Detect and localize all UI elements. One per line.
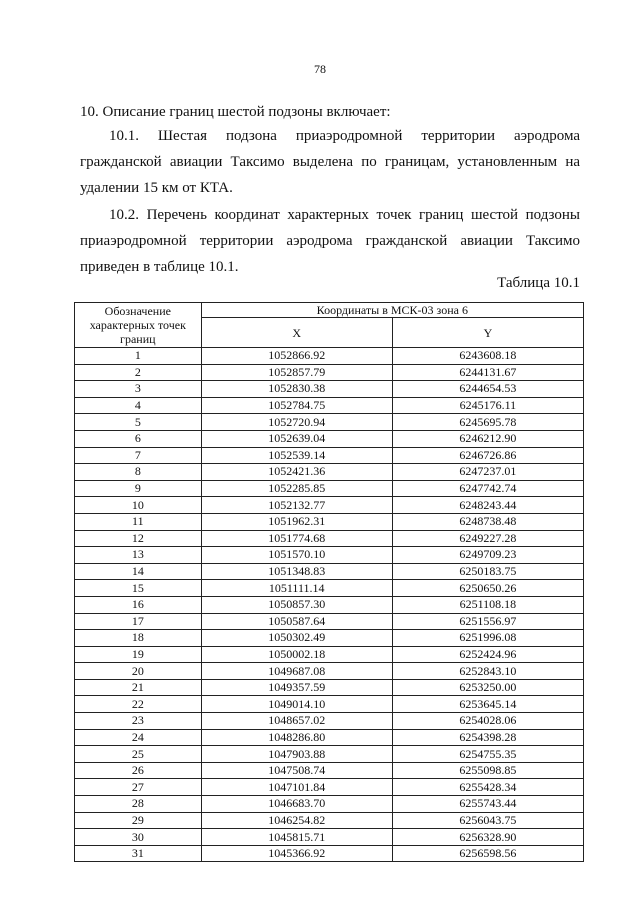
cell-y: 6245695.78 <box>392 414 583 431</box>
cell-point-number: 3 <box>75 381 202 398</box>
cell-y: 6255743.44 <box>392 796 583 813</box>
cell-point-number: 21 <box>75 679 202 696</box>
cell-x: 1048286.80 <box>201 729 392 746</box>
cell-point-number: 17 <box>75 613 202 630</box>
cell-x: 1049687.08 <box>201 663 392 680</box>
cell-y: 6255428.34 <box>392 779 583 796</box>
table-row <box>75 513 584 530</box>
table-row <box>75 829 584 846</box>
cell-x: 1050302.49 <box>201 630 392 647</box>
table-row <box>75 397 584 414</box>
table-row <box>75 613 584 630</box>
cell-y: 6244654.53 <box>392 381 583 398</box>
cell-point-number: 18 <box>75 630 202 647</box>
cell-y: 6246212.90 <box>392 430 583 447</box>
table-row <box>75 596 584 613</box>
cell-point-number: 8 <box>75 464 202 481</box>
header-y: Y <box>392 318 583 348</box>
cell-x: 1051774.68 <box>201 530 392 547</box>
cell-point-number: 13 <box>75 547 202 564</box>
cell-point-number: 24 <box>75 729 202 746</box>
cell-y: 6255098.85 <box>392 762 583 779</box>
cell-point-number: 23 <box>75 713 202 730</box>
cell-y: 6251556.97 <box>392 613 583 630</box>
table-row <box>75 762 584 779</box>
cell-x: 1046683.70 <box>201 796 392 813</box>
table-row <box>75 414 584 431</box>
cell-point-number: 26 <box>75 762 202 779</box>
table-body <box>75 348 584 862</box>
table-row <box>75 580 584 597</box>
header-designation: Обозначение характерных точек границ <box>75 303 202 348</box>
cell-point-number: 20 <box>75 663 202 680</box>
table-row <box>75 729 584 746</box>
cell-x: 1045815.71 <box>201 829 392 846</box>
cell-x: 1045366.92 <box>201 845 392 862</box>
page-number: 78 <box>314 62 326 76</box>
cell-x: 1052421.36 <box>201 464 392 481</box>
cell-point-number: 12 <box>75 530 202 547</box>
cell-point-number: 25 <box>75 746 202 763</box>
cell-point-number: 2 <box>75 364 202 381</box>
cell-x: 1051570.10 <box>201 547 392 564</box>
cell-point-number: 28 <box>75 796 202 813</box>
cell-y: 6256043.75 <box>392 812 583 829</box>
cell-x: 1051348.83 <box>201 563 392 580</box>
table-row <box>75 447 584 464</box>
cell-x: 1052132.77 <box>201 497 392 514</box>
cell-point-number: 1 <box>75 348 202 365</box>
cell-y: 6254755.35 <box>392 746 583 763</box>
cell-point-number: 14 <box>75 563 202 580</box>
cell-point-number: 11 <box>75 513 202 530</box>
cell-y: 6248738.48 <box>392 513 583 530</box>
table-row <box>75 480 584 497</box>
cell-x: 1052639.04 <box>201 430 392 447</box>
cell-y: 6256328.90 <box>392 829 583 846</box>
cell-x: 1049014.10 <box>201 696 392 713</box>
cell-x: 1051962.31 <box>201 513 392 530</box>
table-row <box>75 796 584 813</box>
table-row <box>75 530 584 547</box>
cell-y: 6250650.26 <box>392 580 583 597</box>
table-row <box>75 497 584 514</box>
cell-x: 1052857.79 <box>201 364 392 381</box>
table-row <box>75 696 584 713</box>
table-row <box>75 630 584 647</box>
cell-x: 1052720.94 <box>201 414 392 431</box>
cell-y: 6246726.86 <box>392 447 583 464</box>
header-x: X <box>201 318 392 348</box>
cell-y: 6252424.96 <box>392 646 583 663</box>
cell-x: 1049357.59 <box>201 679 392 696</box>
cell-y: 6253250.00 <box>392 679 583 696</box>
paragraph-10-2: 10.2. Перечень координат характерных точек границ шестой подзоны приаэродромной территории аэродрома гражданской авиации Таксимо приведен в таблице 10.1. <box>80 207 580 275</box>
cell-y: 6249709.23 <box>392 547 583 564</box>
paragraph-10-1: 10.1. Шестая подзона приаэродромной территории аэродрома гражданской авиации Таксимо выделена по границам, установленным на удалении 15 км от КТА. <box>80 128 580 196</box>
cell-x: 1047508.74 <box>201 762 392 779</box>
cell-point-number: 9 <box>75 480 202 497</box>
table-row <box>75 679 584 696</box>
table-row <box>75 812 584 829</box>
cell-x: 1047101.84 <box>201 779 392 796</box>
table-row <box>75 746 584 763</box>
cell-x: 1051111.14 <box>201 580 392 597</box>
cell-y: 6253645.14 <box>392 696 583 713</box>
cell-point-number: 10 <box>75 497 202 514</box>
cell-y: 6247742.74 <box>392 480 583 497</box>
cell-y: 6254398.28 <box>392 729 583 746</box>
cell-point-number: 15 <box>75 580 202 597</box>
cell-y: 6251996.08 <box>392 630 583 647</box>
cell-point-number: 6 <box>75 430 202 447</box>
cell-y: 6254028.06 <box>392 713 583 730</box>
cell-x: 1052539.14 <box>201 447 392 464</box>
cell-point-number: 22 <box>75 696 202 713</box>
table-row <box>75 779 584 796</box>
cell-point-number: 31 <box>75 845 202 862</box>
table-row <box>75 364 584 381</box>
cell-point-number: 16 <box>75 596 202 613</box>
cell-y: 6243608.18 <box>392 348 583 365</box>
table-row <box>75 563 584 580</box>
table-row <box>75 646 584 663</box>
cell-point-number: 27 <box>75 779 202 796</box>
cell-y: 6249227.28 <box>392 530 583 547</box>
cell-y: 6245176.11 <box>392 397 583 414</box>
cell-y: 6247237.01 <box>392 464 583 481</box>
cell-point-number: 30 <box>75 829 202 846</box>
table-row <box>75 348 584 365</box>
cell-y: 6251108.18 <box>392 596 583 613</box>
table-row <box>75 663 584 680</box>
cell-y: 6256598.56 <box>392 845 583 862</box>
cell-y: 6244131.67 <box>392 364 583 381</box>
cell-point-number: 29 <box>75 812 202 829</box>
cell-x: 1052285.85 <box>201 480 392 497</box>
cell-x: 1050857.30 <box>201 596 392 613</box>
table-row <box>75 845 584 862</box>
cell-x: 1052830.38 <box>201 381 392 398</box>
cell-point-number: 19 <box>75 646 202 663</box>
cell-y: 6252843.10 <box>392 663 583 680</box>
cell-x: 1050587.64 <box>201 613 392 630</box>
coordinates-table <box>74 302 584 862</box>
table-row <box>75 430 584 447</box>
table-row <box>75 713 584 730</box>
cell-x: 1052866.92 <box>201 348 392 365</box>
table-row <box>75 381 584 398</box>
table-row <box>75 547 584 564</box>
section-heading: 10. Описание границ шестой подзоны включает: <box>80 104 391 120</box>
table-caption: Таблица 10.1 <box>497 275 580 291</box>
cell-x: 1047903.88 <box>201 746 392 763</box>
cell-x: 1052784.75 <box>201 397 392 414</box>
table-row <box>75 464 584 481</box>
cell-x: 1050002.18 <box>201 646 392 663</box>
cell-y: 6248243.44 <box>392 497 583 514</box>
cell-x: 1046254.82 <box>201 812 392 829</box>
cell-y: 6250183.75 <box>392 563 583 580</box>
cell-x: 1048657.02 <box>201 713 392 730</box>
cell-point-number: 5 <box>75 414 202 431</box>
header-coordinates-group: Координаты в МСК-03 зона 6 <box>201 303 583 318</box>
cell-point-number: 7 <box>75 447 202 464</box>
cell-point-number: 4 <box>75 397 202 414</box>
